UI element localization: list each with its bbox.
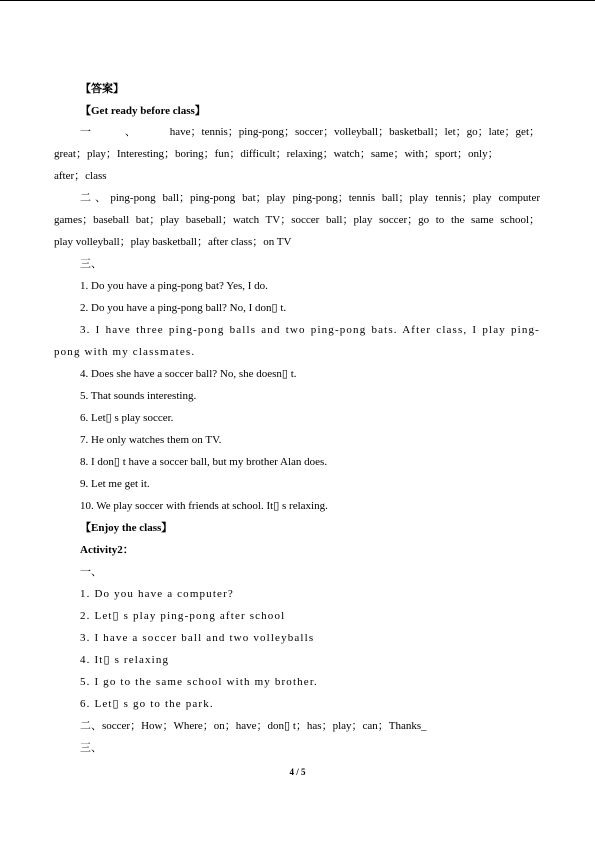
sentence-item-continued: pong with my classmates. (54, 346, 196, 358)
activity-part3-label: 三、 (80, 742, 102, 754)
sentence-item: 2. Do you have a ping-pong ball? No, I don▯ t. (80, 302, 287, 314)
activity-item: 5. I go to the same school with my brother. (80, 676, 318, 688)
vocab-line-1: 一、have；tennis；ping-pong；soccer；volleyball；basketball；let；go；late；get； (80, 126, 540, 138)
activity-item: 2. Let▯ s play ping-pong after school (80, 610, 286, 622)
activity-label: Activity2： (80, 544, 134, 556)
phrase-line-3: play volleyball；play basketball；after class；on TV (54, 236, 292, 248)
section-title-enjoy-class: 【Enjoy the class】 (80, 522, 173, 534)
page-number: 4 / 5 (289, 767, 306, 777)
section-title-get-ready: 【Get ready before class】 (80, 105, 206, 117)
activity-item: 4. It▯ s relaxing (80, 654, 170, 666)
sentence-item: 9. Let me get it. (80, 478, 150, 490)
vocab-line-3: after；class (54, 170, 107, 182)
sentence-item: 3. I have three ping-pong balls and two ping-pong bats. After class, I play ping- (80, 324, 540, 336)
activity-part1-label: 一、 (80, 566, 102, 578)
activity-item: 3. I have a soccer ball and two volleyballs (80, 632, 315, 644)
vocab-line-2: great；play；Interesting；boring；fun；difficult；relaxing；watch；same；with；sport；only； (54, 148, 499, 160)
sentence-item: 10. We play soccer with friends at school. It▯ s relaxing. (80, 500, 328, 512)
answer-heading: 【答案】 (80, 83, 124, 95)
sentence-item: 7. He only watches them on TV. (80, 434, 222, 446)
sentence-item: 4. Does she have a soccer ball? No, she doesn▯ t. (80, 368, 297, 380)
sentence-item: 1. Do you have a ping-pong bat? Yes, I do. (80, 280, 268, 292)
activity-part2-line: 二、soccer；How；Where；on；have；don▯ t；has；play；can；Thanks_ (80, 720, 427, 732)
sentence-item: 5. That sounds interesting. (80, 390, 197, 402)
phrase-line-1: 二、ping-pong ball；ping-pong bat；play ping-pong；tennis ball；play tennis；play computer (80, 192, 540, 204)
activity-item: 1. Do you have a computer? (80, 588, 234, 600)
sentence-item: 8. I don▯ t have a soccer ball, but my brother Alan does. (80, 456, 328, 468)
phrase-line-2: games；baseball bat；play baseball；watch TV；soccer ball；play soccer；go to the same school； (54, 214, 540, 226)
activity-item: 6. Let▯ s go to the park. (80, 698, 214, 710)
sentence-item: 6. Let▯ s play soccer. (80, 412, 174, 424)
part3-label: 三、 (80, 258, 102, 270)
